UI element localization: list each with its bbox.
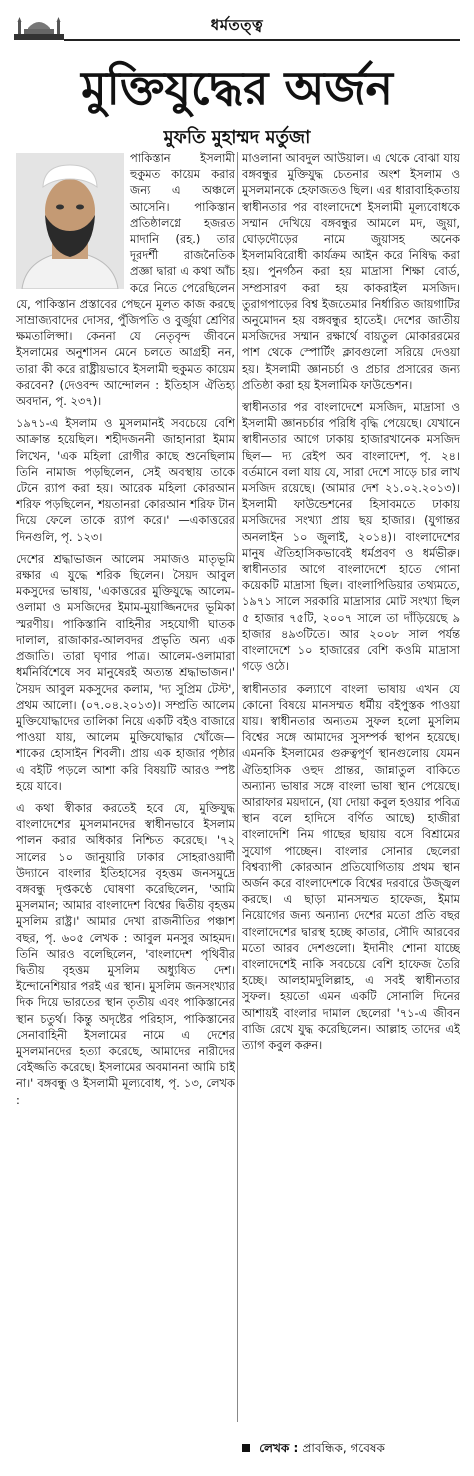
article-column-right xyxy=(242,150,460,1420)
article-author: মুফতি মুহাম্মদ মর্তুজা xyxy=(163,127,311,148)
paragraph: ১৯৭১-এ ইসলাম ও মুসলমানই সবচেয়ে বেশি আক্রান্ত হয়েছিল। শহীদজননী জাহানারা ইমাম লিখেন, 'এক মহিলা রোগীর কাছে শুনেছিলাম তিনি নামাজ পড়ছিলেন, সেই অবস্থায় তাকে টেনে র‌্যাপ করা হয়। আরেক মহিলা কোরআন শরিফ পড়ছিলেন, শয়তানরা কোরআন শরিফ টান দিয়ে ফেলে তাকে র‌্যাপ করে।' —একাত্তরের দিনগুলি, পৃ. ১২৩। xyxy=(16,416,235,544)
paragraph: স্বাধীনতার পর বাংলাদেশে মসজিদ, মাদ্রাসা ও ইসলামী জ্ঞানচর্চার পরিধি বৃদ্ধি পেয়েছে। যেখানে স্বাধীনতার আগে ঢাকায় হাজারখানেক মসজিদ ছিল— দ্য রেইপ অব বাংলাদেশ, পৃ. ২৪। বর্তমানে বলা যায় যে, সারা দেশে সাড়ে চার লাখ মসজিদ রয়েছে। (আমার দেশ ২১.০২.২০১৩)। ইসলামী ফাউন্ডেশনের হিসাবমতে ঢাকায় মসজিদের সংখ্যা প্রায় ছয় হাজার। (যুগান্তর অনলাইন ১০ জুলাই, ২০১৪)। বাংলাদেশের মানুষ ঐতিহাসিকভাবেই ধর্মপ্রবণ ও ধর্মভীরু। স্বাধীনতার আগে বাংলাদেশে হাতে গোনা কয়েকটি মাদ্রাসা ছিল। বাংলাপিডিয়ার তথ্যমতে, ১৯৭১ সালে সরকারি মাদ্রাসার মোট সংখ্যা ছিল ৫ হাজার ৭৫টি, ২০০৭ সালে তা দাঁড়িয়েছে ৯ হাজার ৪৯৩টিতে। আর ২০০৮ সাল পর্যন্ত বাংলাদেশে ১০ হাজারের বেশি কওমি মাদ্রাসা গড়ে ওঠে। xyxy=(242,400,460,674)
column-divider xyxy=(237,152,238,1422)
paragraph: মাওলানা আবদুল আউয়াল। এ থেকে বোঝা যায় বঙ্গবন্ধুর মুক্তিযুদ্ধ চেতনার অংশ ইসলাম ও মুসলমানকে হেফাজতও ছিল। এর ধারাবাহিকতায় স্বাধীনতার পর বাংলাদেশে ইসলামী মূল্যবোধকে সম্মান দেখিয়ে বঙ্গবন্ধুর আমলে মদ, জুয়া, ঘোড়দৌড়ের নামে জুয়াসহ অনেক ইসলামবিরোধী কার্যক্রম আইন করে নিষিদ্ধ করা হয়। পুনর্গঠন করা হয় মাদ্রাসা শিক্ষা বোর্ড, সম্প্রসারণ করা হয় কাকরাইল মসজিদ। তুরাগপাড়ের বিশ্ব ইজতেমার নির্ধারিত জায়গাটির অনুমোদন হয় বঙ্গবন্ধুর হাতেই। দেশের জাতীয় মসজিদের সম্মান রক্ষার্থে বায়তুল মোকাররমের পাশ থেকে স্পোর্টিং ক্লাবগুলো সরিয়ে দেওয়া হয়। ইসলামী জ্ঞানচর্চা ও প্রচার প্রসারের জন্য প্রতিষ্ঠা করা হয় ইসলামিক ফাউন্ডেশন। xyxy=(242,151,460,392)
author-byline xyxy=(242,1440,462,1460)
article-column-left xyxy=(16,150,235,1420)
byline-value: প্রাবন্ধিক, গবেষক xyxy=(302,1441,385,1455)
paragraph: স্বাধীনতার কল্যাণে বাংলা ভাষায় এখন যে কোনো বিষয়ে মানসম্মত ধর্মীয় বইপুস্তক পাওয়া যায়। স্বাধীনতার অন্যতম সুফল হলো মুসলিম বিশ্বের সঙ্গে আমাদের সুসম্পর্ক স্থাপন হয়েছে। এমনকি ইসলামের গুরুত্বপূর্ণ স্থানগুলোয় যেমন ঐতিহাসিক ওহুদ প্রান্তর, জান্নাতুল বাকিতে অন্যান্য ভাষার সঙ্গে বাংলা ভাষা স্থান পেয়েছে। আরাফার ময়দানে, (যা দোয়া কবুল হওয়ার পবিত্র স্থান বলে হাদিসে বর্ণিত আছে) হাজীরা বাংলাদেশি নিম গাছের ছায়ায় বসে বিশ্রামের সুযোগ পাচ্ছেন। বাংলার সোনার ছেলেরা বিশ্বব্যাপী কোরআন প্রতিযোগিতায় প্রথম স্থান অর্জন করে বাংলাদেশকে বিশ্বের দরবারে উজ্জ্বল করছে। এ ছাড়া মানসম্মত হাফেজ, ইমাম নিয়োগের জন্য অন্যান্য দেশের মতো প্রতি বছর বাংলাদেশের দ্বারস্থ হচ্ছে কাতার, সৌদি আরবের মতো আরব দেশগুলো। ইদানীং শোনা যাচ্ছে বাংলাদেশেই নাকি সবচেয়ে বেশি হাফেজ তৈরি হচ্ছে। আলহামদুলিল্লাহ, এ সবই স্বাধীনতার সুফল। হয়তো এমন একটি সোনালি দিনের আশায়ই বাংলার দামাল ছেলেরা '৭১-এ জীবন বাজি রেখে যুদ্ধ করেছিলেন। আল্লাহ তাদের এই ত্যাগ কবুল করুন। xyxy=(242,681,460,1052)
paragraph: পাকিস্তান ইসলামী হুকুমত কায়েম করার জন্য এ অঞ্চলে আসেনি। পাকিস্তান প্রতিষ্ঠালগ্নে হজরত মাদানি (রহ.) তার দূরদর্শী রাজনৈতিক প্রজ্ঞা দ্বারা এ কথা আঁচ করে নিতে পেরেছিলেন যে, পাকিস্তান প্রস্তাবের পেছনে মূলত কাজ করছে সাম্রাজ্যবাদের দোসর, পুঁজিপতি ও বুর্জুয়া শ্রেণির ক্ষমতালিপ্সা। কেননা যে নেতৃবৃন্দ জীবনে ইসলামের অনুশাসন মেনে চলতে আগ্রহী নন, তারা কী করে রাষ্ট্রীয়ভাবে ইসলামী হুকুমত কায়েম করবেন? (দেওবন্দ আন্দোলন : ইতিহাস ঐতিহ্য অবদান, পৃ. ২৩৭)। xyxy=(16,151,235,409)
paragraph: দেশের শ্রদ্ধাভাজন আলেম সমাজও মাতৃভূমি রক্ষার এ যুদ্ধে শরিক ছিলেন। সৈয়দ আবুল মকসুদের ভাষায়, 'একাত্তরের মুক্তিযুদ্ধে আলেম-ওলামা ও মসজিদের ইমাম-মুয়াজ্জিনদের ভূমিকা স্মরণীয়। পাকিস্তানি বাহিনীর সহযোগী ঘাতক দালাল, রাজাকার-আলবদর প্রভৃতি অন্য এক প্রজাতি। তারা ঘৃণার পাত্র। আলেম-ওলামারা ধর্মনির্বিশেষে সব মানুষেরই অত্যন্ত শ্রদ্ধাভাজন।' সৈয়দ আবুল মকসুদের কলাম, 'দ্য সুপ্রিম টেস্ট', প্রথম আলো। (০৭.০৪.২০১৩)। সম্প্রতি আলেম মুক্তিযোদ্ধাদের তালিকা নিয়ে একটি বইও বাজারে পাওয়া যায়, আলেম মুক্তিযোদ্ধার খোঁজে— শাকের হোসাইন শিবলী। প্রায় এক হাজার পৃষ্ঠার এ বইটি পড়লে আশা করি বিষয়টি আরও স্পষ্ট হয়ে যাবে। xyxy=(16,551,235,793)
square-bullet-icon xyxy=(242,1444,250,1452)
header-rule xyxy=(64,39,460,41)
article-title: মুক্তিযুদ্ধের অর্জন xyxy=(81,61,393,115)
paragraph: এ কথা স্বীকার করতেই হবে যে, মুক্তিযুদ্ধ বাংলাদেশের মুসলমানদের স্বাধীনভাবে ইসলাম পালন করার অধিকার নিশ্চিত করেছে। '৭২ সালের ১০ জানুয়ারি ঢাকার সোহরাওয়ার্দী উদ্যানে বাংলার ইতিহাসের বৃহত্তম জনসমুদ্রে বঙ্গবন্ধু দৃপ্তকণ্ঠে ঘোষণা করেছিলেন, 'আমি মুসলমান; আমার বাংলাদেশ বিশ্বের দ্বিতীয় বৃহত্তম মুসলিম রাষ্ট্র।' আমার দেখা রাজনীতির পঞ্চাশ বছর, পৃ. ৬০৫ লেখক : আবুল মনসুর আহমদ। তিনি আরও বলেছিলেন, 'বাংলাদেশ পৃথিবীর দ্বিতীয় বৃহত্তম মুসলিম অধ্যুষিত দেশ। ইন্দোনেশিয়ার পরই এর স্থান। মুসলিম জনসংখ্যার দিক দিয়ে ভারতের স্থান তৃতীয় এবং পাকিস্তানের স্থান চতুর্থ। কিন্তু অদৃষ্টের পরিহাস, পাকিস্তানের সেনাবাহিনী ইসলামের নামে এ দেশের মুসলমানদের হত্যা করেছে, আমাদের নারীদের বেইজ্জতি করেছে। ইসলামের অবমাননা আমি চাই না।' বঙ্গবন্ধু ও ইসলামী মূল্যবোধ, পৃ. ১৩, লেখক : xyxy=(16,800,235,1107)
section-label: ধর্মতত্ত্ব xyxy=(210,16,264,34)
byline-label: লেখক : xyxy=(259,1441,299,1455)
section-header xyxy=(0,0,474,44)
